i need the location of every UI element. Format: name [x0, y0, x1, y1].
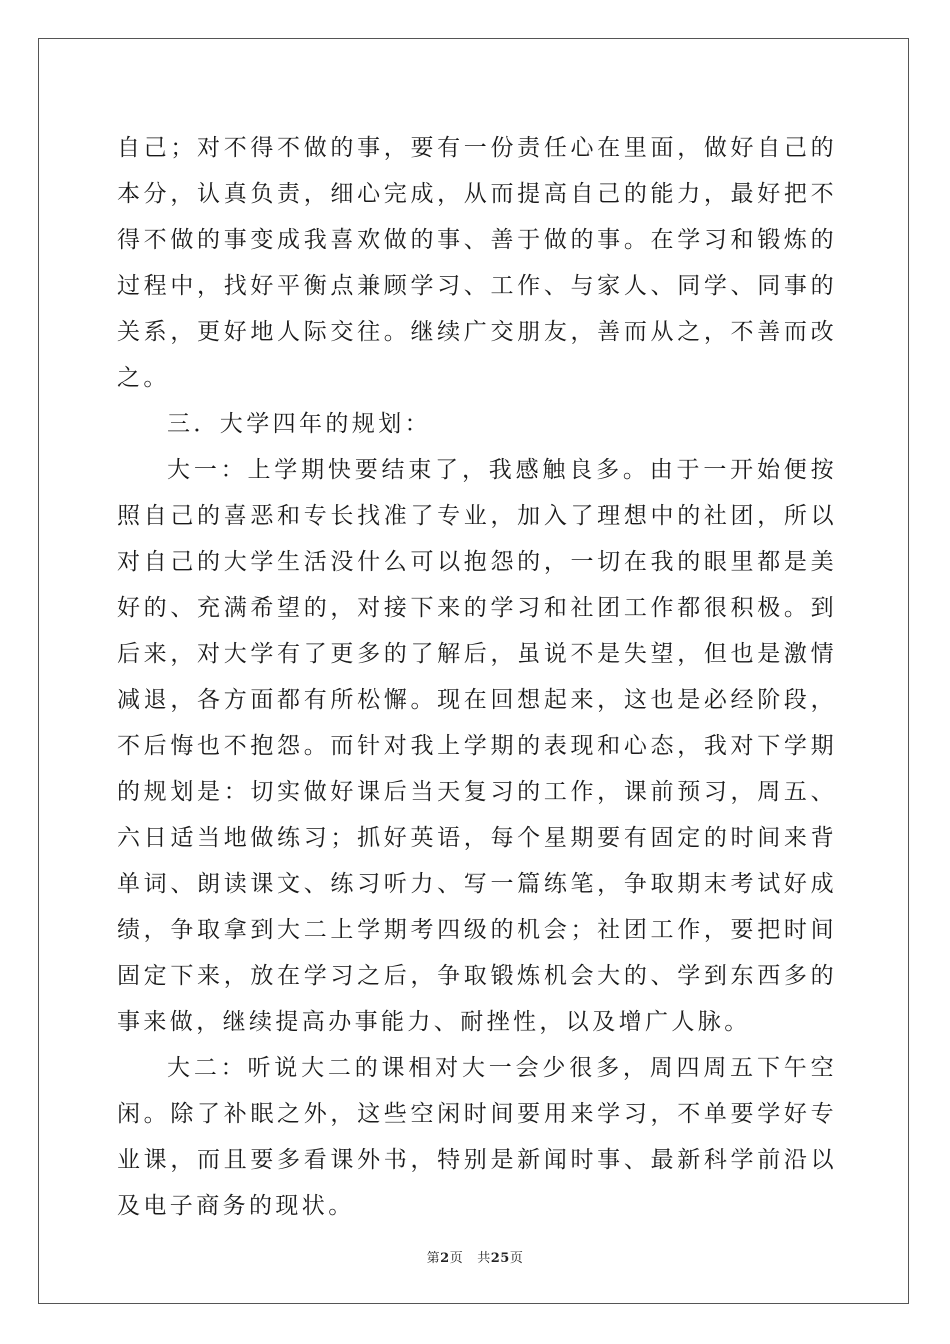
total-suffix: 页	[509, 1251, 524, 1266]
total-prefix: 共	[477, 1251, 491, 1266]
page-prefix: 第	[426, 1251, 441, 1266]
section-heading: 三．大学四年的规划：	[167, 411, 431, 437]
paragraph-freshman-plan: 大一：上学期快要结束了，我感触良多。由于一开始便按照自己的喜恶和专长找准了专业，加入了理想中的社团，所以对自己的大学生活没什么可以抱怨的，一切在我的眼里都是美好的、充满希望的，对接下来的学习和社团工作都很积极。到后来，对大学有了更多的了解后，虽说不是失望，但也是激情减退，各方面都有所松懈。现在回想起来，这也是必经阶段，不后悔也不抱怨。而针对我上学期的表现和心态，我对下学期的规划是：切实做好课后当天复习的工作，课前预习，周五、六日适当地做练习；抓好英语，每个星期要有固定的时间来背单词、朗读课文、练习听力、写一篇练笔，争取期末考试好成绩，争取拿到大二上学期考四级的机会；社团工作，要把时间固定下来，放在学习之后，争取锻炼机会大的、学到东西多的事来做，继续提高办事能力、耐挫性，以及增广人脉。	[117, 457, 837, 1035]
page-suffix: 页	[449, 1251, 464, 1266]
paragraph-continuation: 自己；对不得不做的事，要有一份责任心在里面，做好自己的本分，认真负责，细心完成，从而提高自己的能力，最好把不得不做的事变成我喜欢做的事、善于做的事。在学习和锻炼的过程中，找好平衡点兼顾学习、工作、与家人、同学、同事的关系，更好地人际交往。继续广交朋友，善而从之，不善而改之。	[117, 135, 837, 391]
document-body	[117, 125, 837, 1229]
paragraph-sophomore-plan: 大二：听说大二的课相对大一会少很多，周四周五下午空闲。除了补眠之外，这些空闲时间要用来学习，不单要学好专业课，而且要多看课外书，特别是新闻时事、最新科学前沿以及电子商务的现状。	[117, 1055, 837, 1219]
page-number: 2	[440, 1251, 450, 1266]
page-footer	[0, 1247, 950, 1266]
total-pages: 25	[490, 1251, 510, 1266]
